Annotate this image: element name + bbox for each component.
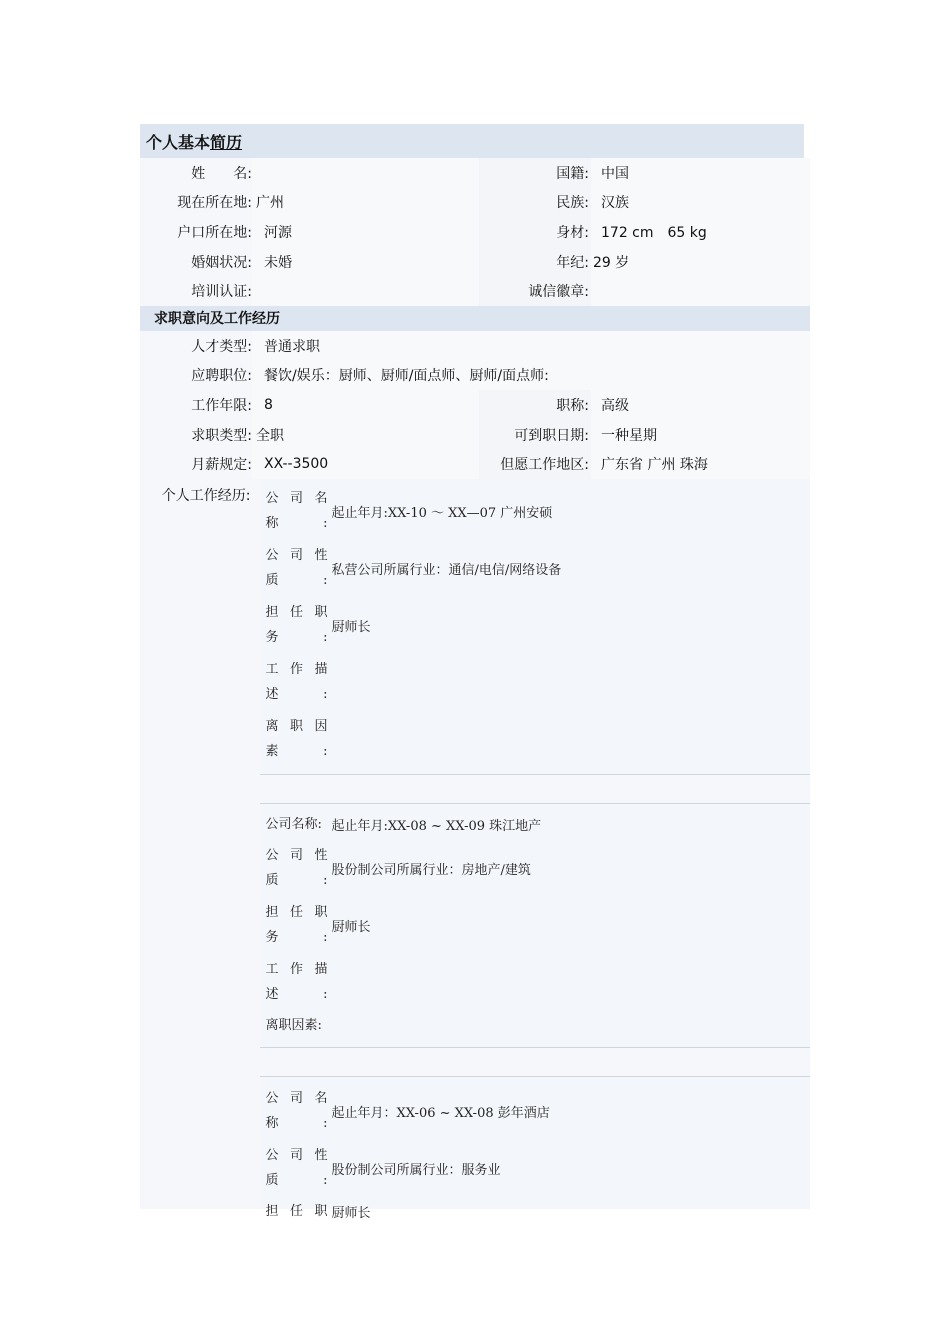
job-intent-table bbox=[140, 331, 810, 479]
talent-type-value: 普通求职 bbox=[252, 331, 810, 361]
job-nature-row bbox=[260, 540, 811, 597]
resume-page bbox=[140, 124, 810, 1222]
job-company-row bbox=[260, 810, 811, 840]
job-company-value: 起止年月:XX-08 ~ XX-09 珠江地产 bbox=[331, 819, 542, 835]
job-type-label: 求职类型: bbox=[191, 427, 252, 444]
years-label: 工作年限: bbox=[191, 397, 252, 414]
talent-type-label: 人才类型: bbox=[191, 338, 252, 355]
basic-row bbox=[140, 276, 810, 306]
nationality-label: 国籍: bbox=[479, 158, 591, 188]
section-heading: 求职意向及工作经历 bbox=[140, 306, 810, 331]
intent-row bbox=[140, 449, 810, 479]
job-duty-row bbox=[260, 597, 811, 654]
available-label: 可到职日期: bbox=[479, 420, 591, 450]
basic-row bbox=[140, 158, 810, 188]
intent-row bbox=[140, 331, 810, 361]
job-duty-key: 担 任 职 bbox=[265, 1204, 328, 1220]
job-entry bbox=[260, 810, 811, 1041]
hukou-value: 河源 bbox=[252, 217, 479, 247]
job-nature-key: 公 司 性质: bbox=[265, 548, 328, 589]
marital-label: 婚姻状况: bbox=[191, 254, 252, 271]
job-company-value: 起止年月:XX-10 ～ XX—07 广州安硕 bbox=[331, 505, 553, 521]
title-label: 职称: bbox=[479, 390, 591, 420]
name-label: 姓 名: bbox=[191, 165, 252, 182]
age-value: 29 岁 bbox=[591, 247, 810, 277]
job-leave-row bbox=[260, 711, 811, 768]
basic-row bbox=[140, 188, 810, 218]
job-company-key: 公 司 名称: bbox=[265, 1091, 328, 1132]
age-label: 年纪: bbox=[479, 247, 591, 277]
current-location-value: 广州 bbox=[252, 188, 479, 218]
resume-title bbox=[140, 124, 804, 158]
job-nature-key: 公 司 性质: bbox=[265, 848, 328, 889]
region-value: 广东省 广州 珠海 bbox=[591, 449, 810, 479]
salary-value: XX--3500 bbox=[252, 449, 479, 479]
job-duty-value: 厨师长 bbox=[331, 1206, 371, 1222]
job-nature-value: 股份制公司所属行业：服务业 bbox=[331, 1162, 501, 1178]
job-duty-key: 担 任 职务: bbox=[265, 905, 328, 946]
current-location-label: 现在所在地: bbox=[177, 195, 252, 212]
position-label: 应聘职位: bbox=[191, 368, 252, 385]
basic-row bbox=[140, 217, 810, 247]
position-value: 餐饮/娱乐：厨师、厨师/面点师、厨师/面点师: bbox=[252, 361, 810, 391]
job-company-key: 公司名称: bbox=[265, 817, 322, 833]
job-nature-value: 股份制公司所属行业：房地产/建筑 bbox=[331, 862, 531, 878]
hukou-label: 户口所在地: bbox=[177, 224, 252, 241]
job-duty-row bbox=[260, 897, 811, 954]
nationality-value: 中国 bbox=[591, 158, 810, 188]
job-duty-row bbox=[260, 1197, 811, 1227]
job-nature-value: 私营公司所属行业：通信/电信/网络设备 bbox=[331, 562, 562, 578]
years-value: 8 bbox=[252, 390, 479, 420]
badge-label: 诚信徽章: bbox=[479, 276, 591, 306]
intent-row bbox=[140, 420, 810, 450]
job-leave-row bbox=[260, 1011, 811, 1041]
intent-row bbox=[140, 390, 810, 420]
salary-label: 月薪规定: bbox=[191, 457, 252, 474]
job-leave-key: 离 职 因素: bbox=[265, 719, 328, 760]
training-value bbox=[252, 276, 479, 306]
available-value: 一种星期 bbox=[591, 420, 810, 450]
job-entry bbox=[260, 479, 811, 768]
job-company-key: 公 司 名称: bbox=[265, 491, 328, 532]
job-desc-key: 工 作 描述: bbox=[265, 662, 328, 703]
job-duty-value: 厨师长 bbox=[331, 619, 371, 635]
job-leave-key: 离职因素: bbox=[265, 1018, 322, 1034]
job-separator bbox=[260, 1047, 811, 1077]
basic-info-table bbox=[140, 158, 810, 306]
job-duty-key: 担 任 职务: bbox=[265, 605, 328, 646]
history-body bbox=[260, 479, 811, 1222]
name-value bbox=[252, 158, 479, 188]
body-label: 身材: bbox=[479, 217, 591, 247]
ethnicity-label: 民族: bbox=[479, 188, 591, 218]
intent-row bbox=[140, 361, 810, 391]
marital-value: 未婚 bbox=[252, 247, 479, 277]
training-label: 培训认证: bbox=[191, 284, 252, 301]
job-duty-value: 厨师长 bbox=[331, 919, 371, 935]
job-company-row bbox=[260, 1083, 811, 1140]
job-nature-key: 公 司 性质: bbox=[265, 1148, 328, 1189]
region-label: 但愿工作地区: bbox=[479, 449, 591, 479]
job-company-value: 起止年月：XX-06 ~ XX-08 彭年酒店 bbox=[331, 1105, 550, 1121]
body-value: 172 cm 65 kg bbox=[591, 217, 810, 247]
badge-value bbox=[591, 276, 810, 306]
title-underlined: 简历 bbox=[210, 132, 243, 152]
title-value: 高级 bbox=[591, 390, 810, 420]
ethnicity-value: 汉族 bbox=[591, 188, 810, 218]
job-type-value: 全职 bbox=[252, 420, 479, 450]
work-history bbox=[140, 479, 810, 1222]
title-prefix: 个人基本 bbox=[146, 132, 211, 152]
job-desc-row bbox=[260, 654, 811, 711]
job-nature-row bbox=[260, 1140, 811, 1197]
job-desc-row bbox=[260, 954, 811, 1011]
history-label: 个人工作经历: bbox=[161, 487, 251, 504]
basic-row bbox=[140, 247, 810, 277]
job-entry bbox=[260, 1083, 811, 1227]
job-nature-row bbox=[260, 840, 811, 897]
job-separator bbox=[260, 774, 811, 804]
job-desc-key: 工 作 描述: bbox=[265, 962, 328, 1003]
job-company-row bbox=[260, 483, 811, 540]
